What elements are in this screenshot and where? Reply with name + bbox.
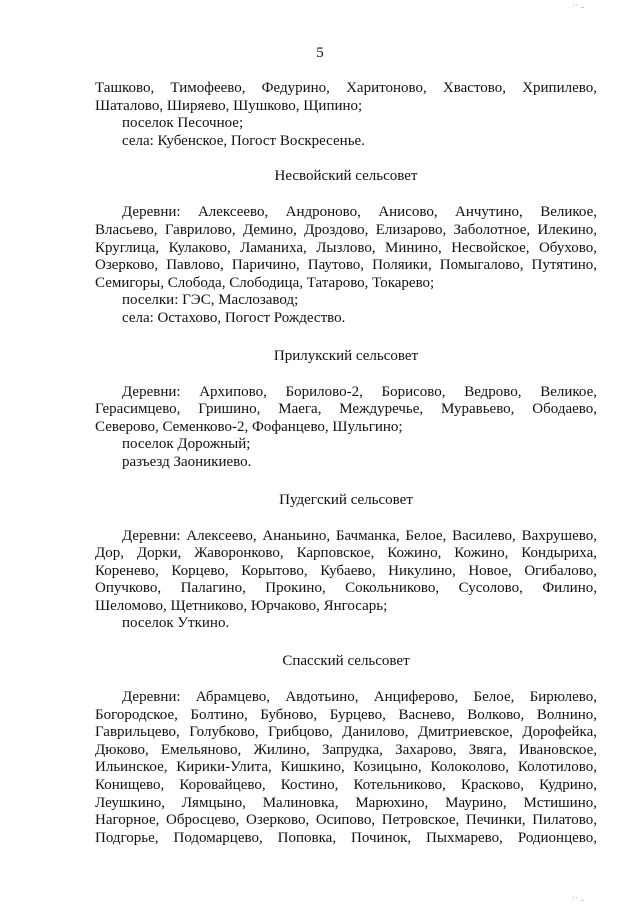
text-line: Дюково, Емельяново, Жилино, Запрудка, Захарово, Звяга, Ивановское, (95, 741, 597, 758)
text-line: Богородское, Болтино, Бубново, Бурцево, Васнево, Волково, Волнино, (95, 706, 597, 723)
text-line: Нагорное, Обросцево, Озерково, Осипово, Петровское, Печинки, Пилатово, (95, 812, 597, 829)
text-line: Шеломово, Щетниково, Юрчаково, Янгосарь; (95, 597, 388, 614)
text-line: Опучково, Палагино, Прокино, Сокольниково, Сусолово, Филино, (95, 580, 597, 597)
text-line: Ташково, Тимофеево, Федурино, Харитоново, Хвастово, Хрипилево, (95, 80, 597, 96)
text-line: Герасимцево, Гришино, Маега, Междуречье, Муравьево, Ободаево, (95, 401, 597, 418)
document-body (95, 80, 597, 847)
extra-line: разъезд Заоникиево. (122, 453, 252, 470)
extra-line: поселки: ГЭС, Маслозавод; (122, 292, 299, 309)
text-line: Семигоры, Слобода, Слободица, Татарово, Токарево; (95, 274, 435, 291)
text-line: Деревни: Архипово, Борилово-2, Борисово, Ведрово, Великое, (122, 383, 597, 400)
text-line: Коренево, Корцево, Корытово, Кубаево, Никулино, Новое, Огибалово, (95, 562, 597, 579)
section-heading: Спасский сельсовет (282, 653, 410, 670)
text-line: Шаталово, Ширяево, Шушково, Щипино; (95, 97, 363, 114)
extra-line: села: Остахово, Погост Рождество. (122, 309, 346, 326)
text-line: Деревни: Абрамцево, Авдотьино, Анциферово, Белое, Бирюлево, (122, 689, 597, 706)
section-heading: Пудегский сельсовет (279, 491, 413, 508)
corner-mark-top: ·· .. (572, 0, 585, 10)
text-line: Озерково, Павлово, Паричино, Паутово, Поляики, Помыгалово, Путятино, (95, 257, 597, 274)
extra-line: поселок Уткино. (122, 615, 230, 632)
text-line: Леушкино, Лямцыно, Малиновка, Марюхино, Маурино, Мстишино, (95, 794, 597, 811)
page-number: 5 (316, 45, 324, 61)
extra-line: поселок Дорожный; (122, 436, 251, 453)
section-heading: Прилукский сельсовет (273, 347, 419, 364)
text-line: Деревни: Алексеево, Андроново, Анисово, Анчутино, Великое, (122, 204, 597, 221)
corner-mark-bottom: ·· .. (572, 893, 585, 903)
text-line: Власьево, Гаврилово, Демино, Дроздово, Елизарово, Заболотное, Илекино, (95, 221, 597, 238)
text-line: Северово, Семенково-2, Фофанцево, Шульгино; (95, 418, 403, 435)
text-line: Подгорье, Подомарцево, Поповка, Починок, Пыхмарево, Родионцево, (95, 829, 597, 846)
text-line: Конищево, Коровайцево, Костино, Котельниково, Красково, Кудрино, (95, 777, 597, 794)
villages-line: села: Кубенское, Погост Воскресенье. (122, 132, 365, 149)
text-line: Гаврильцево, Голубково, Грибцово, Данилово, Дмитриевское, Дорофейка, (95, 724, 597, 741)
settlement-line: поселок Песочное; (122, 115, 244, 132)
text-line: Деревни: Алексеево, Ананьино, Бачманка, Белое, Василево, Вахрушево, (122, 527, 597, 544)
text-line: Дор, Дорки, Жаворонково, Карповское, Кожино, Кожино, Кондыриха, (95, 545, 597, 562)
section-heading: Несвойский сельсовет (274, 168, 418, 185)
text-line: Круглица, Кулаково, Ламаниха, Лызлово, Минино, Несвойское, Обухово, (95, 239, 597, 256)
text-line: Ильинское, Кирики-Улита, Кишкино, Козицыно, Колоколово, Колотилово, (95, 759, 597, 776)
